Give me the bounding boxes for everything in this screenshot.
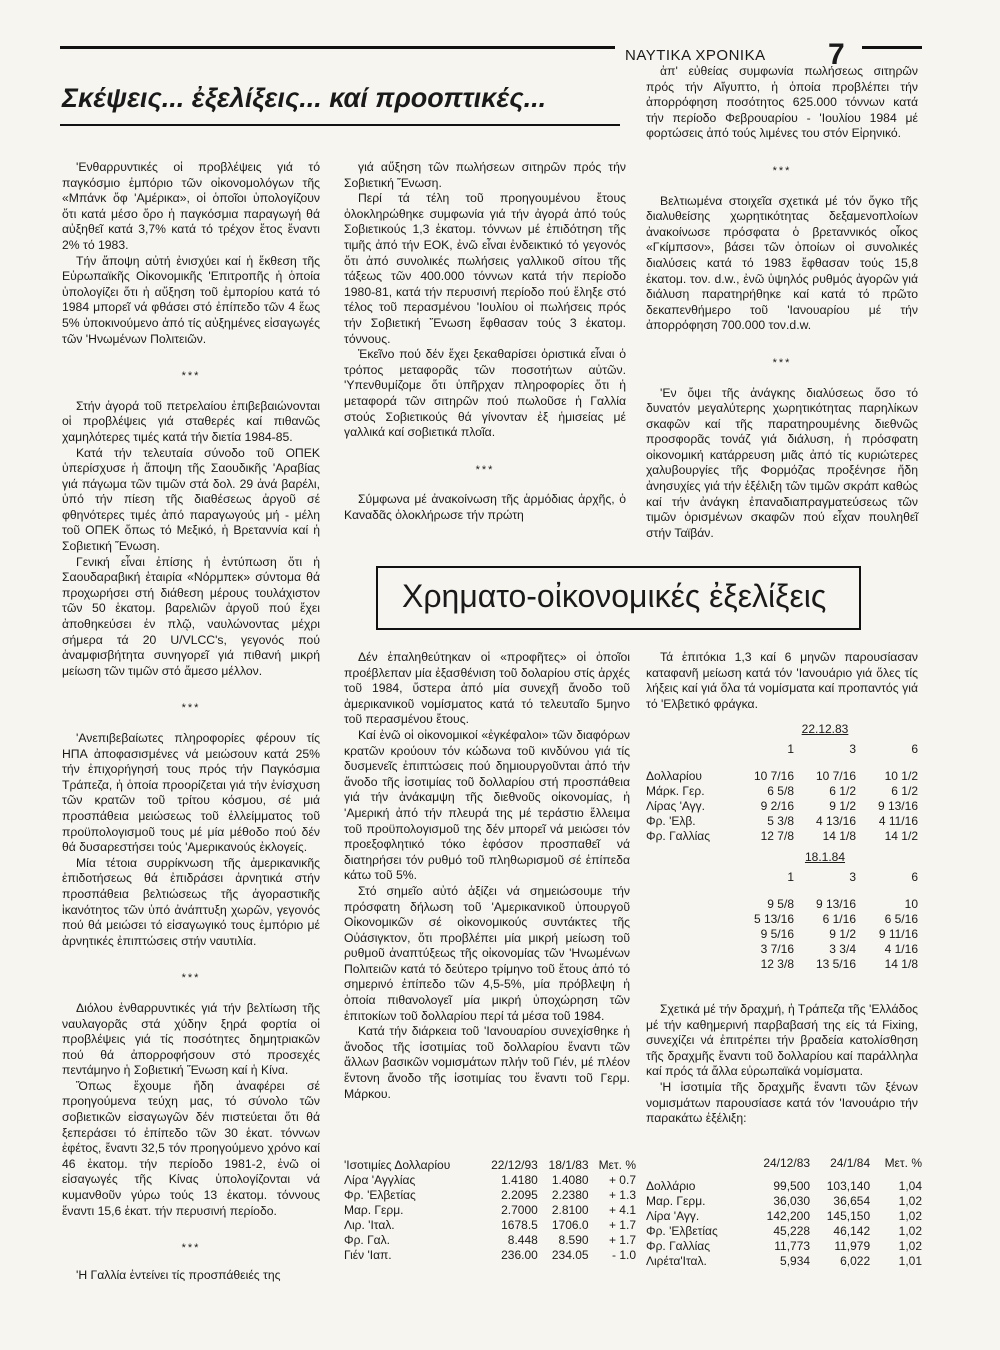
table-row xyxy=(646,784,918,799)
paragraph: Τά ἐπιτόκια 1,3 καί 6 μηνῶν παρουσίασαν καταφανῆ μείωση κατά τόν 'Ιανουάριο γιά ὅλες τίς λήξεις καί γιά ὅλα τά νομίσματα καί προπαντός γιά τό 'Ελβετικό φράγκα. xyxy=(646,650,918,711)
table-row xyxy=(646,799,918,814)
table-cell: 8.590 xyxy=(558,1233,589,1247)
table-cell: Λίρα 'Αγγλίας xyxy=(344,1173,416,1187)
rates-period: 6 xyxy=(911,741,918,756)
table-cell xyxy=(646,942,732,957)
table-cell: 2.8100 xyxy=(551,1203,589,1217)
table-cell: 3 3/4 xyxy=(829,942,856,956)
table-cell: 1678.5 xyxy=(501,1218,538,1232)
article1-col1-last xyxy=(62,1268,330,1284)
rates-currency: Δολλαρίου xyxy=(646,769,702,783)
table-spacer-cell xyxy=(646,1171,922,1179)
table-cell: + 1.7 xyxy=(608,1218,636,1232)
table-header-cell: 22/12/93 xyxy=(491,1158,538,1172)
table-cell: Μαρ. Γερμ. xyxy=(344,1203,404,1217)
table-cell: 12 7/8 xyxy=(760,829,794,843)
table-cell: 5 3/8 xyxy=(767,814,794,828)
paragraph: Σχετικά μέ τήν δραχμή, ἡ Τράπεζα τῆς 'Ελλάδος μέ τήν καθημερινή παρβαβασή της είς τά Fixing, συνεχίζει νά ἐπιτρέπει τήν βραδεία κατολίσθηση τῆς δραχμῆς ἔναντι τοῦ δολλαρίου καί παράλληλα καί πρός τά ἄλλα εὐρωπαϊκά νομίσματα. xyxy=(646,1002,918,1079)
table-cell xyxy=(646,957,732,972)
paragraph: Δέν ἐπαληθεύτηκαν οἱ «προφῆτες» οἱ ὁποῖοι προέβλεπαν μία ἐξασθένιση τοῦ δολαρίου στίς ἀρχές τοῦ 1984, ὕστερα ἀπό μία συνεχῆ ἄνοδο τοῦ ἀμερικανικοῦ νομίσματος κατά τό τελευταῖο 5μηνο τοῦ περασμένου ἔτους. xyxy=(344,650,630,727)
rates-date: 18.1.84 xyxy=(804,850,846,864)
paragraph: 'Η Γαλλία ἐντείνει τίς προσπάθειές της xyxy=(76,1268,281,1282)
table-cell: Φρ. 'Ελβετίας xyxy=(646,1224,718,1238)
paragraph: Τήν ἄποψη αὐτή ἐνισχύει καί ἡ ἔκθεση τῆς Εὐρωπαϊκῆς Οἰκονομικῆς 'Επιτροπῆς ἡ ὁποία ὑπολογίζει ὅτι ἡ αὔξηση τοῦ ἐμπορίου κατά τό 1984 μπορεῖ νά φθάσει στό ἐπίπεδο τῶν 4 ἕως 5% ὑποκινούμενο ἀπό τίς αὐξημένες εἰσαγωγές τῶν 'Ηνωμένων Πολιτειῶν. xyxy=(62,253,320,346)
table-cell: 36,030 xyxy=(773,1194,811,1208)
table-header-cell: 24/1/84 xyxy=(830,1156,871,1170)
article2-col3-intro xyxy=(646,650,918,712)
table-cell: 4 1/16 xyxy=(884,942,918,956)
table-cell: 10 xyxy=(904,897,918,911)
rates-period: 1 xyxy=(787,869,794,884)
section-separator: *** xyxy=(181,972,201,985)
table-cell: Φρ. Γαλ. xyxy=(344,1233,390,1247)
table-cell: 1,01 xyxy=(898,1254,922,1268)
table-cell: 145,150 xyxy=(826,1209,871,1223)
table-row xyxy=(344,1173,636,1188)
table-cell: 142,200 xyxy=(766,1209,811,1223)
table-cell: - 1.0 xyxy=(611,1248,636,1262)
table-cell: 36,654 xyxy=(833,1194,871,1208)
paragraph: ἀπ' εὐθείας συμφωνία πωλήσεως σιτηρῶν πρός τήν Αἴγυπτο, ἡ ὁποία προβλέπει τήν ἀπορρόφηση ποσότητος 625.000 τόννων κατά τήν περίοδο Φεβρουαρίου - 'Ιουλίου 1984 μέ φορτώσεις ἀπό τούς λιμένες του στόν Εἰρηνικό. xyxy=(646,64,918,141)
article1-title: Σκέψεις... ἐξελίξεις... καί προοπτικές... xyxy=(62,83,547,113)
table-row xyxy=(646,829,918,844)
table-cell: 5 13/16 xyxy=(753,912,794,926)
table-cell: 1,04 xyxy=(898,1179,922,1193)
section-separator: *** xyxy=(772,356,792,369)
rates-period-row xyxy=(646,737,918,761)
table-cell: 1.4080 xyxy=(551,1173,589,1187)
table-row xyxy=(646,897,918,912)
table-header-cell: Μετ. % xyxy=(884,1156,922,1170)
section-separator: *** xyxy=(181,370,201,383)
table-cell: 9 2/16 xyxy=(760,799,794,813)
table-cell: 13 5/16 xyxy=(815,957,856,971)
table-cell: 6 1/2 xyxy=(829,784,856,798)
rates-period-row xyxy=(646,865,918,889)
table-cell: Μαρ. Γερμ. xyxy=(646,1194,706,1208)
table-cell: 9 5/16 xyxy=(760,927,794,941)
table-row xyxy=(646,927,918,942)
table-row xyxy=(646,1224,922,1239)
table-cell: 9 11/16 xyxy=(878,927,918,941)
table-header-cell: 'Ισοτιμίες Δολλαρίου xyxy=(344,1158,451,1172)
table-cell: 1.4180 xyxy=(501,1173,538,1187)
table-cell: 45,228 xyxy=(773,1224,811,1238)
table-row xyxy=(646,1239,922,1254)
table-cell: 11,979 xyxy=(834,1239,871,1253)
table-cell: 9 13/16 xyxy=(815,897,856,911)
paragraph: Διόλου ἐνθαρρυντικές γιά τήν βελτίωση τῆς ναυλαγορᾶς στά χύδην ξηρά φορτία οἱ προβλέψεις γιά τίς ποσότητες δημητριακῶν πού θά ἀπορροφήσουν στό προσεχές πεντάμηνο ἡ Σοβιετική Ἕνωση καί ἡ Κίνα. xyxy=(62,1000,320,1078)
table-cell: 2.2380 xyxy=(551,1188,589,1202)
table-row xyxy=(646,769,918,784)
table-cell: Φρ. Γαλλίας xyxy=(646,1239,711,1253)
table-cell xyxy=(646,927,732,942)
paragraph: Κατά τήν διάρκεια τοῦ 'Ιανουαρίου συνεχίσθηκε ἡ ἄνοδος τῆς ἰσοτιμίας τοῦ δολλαρίου ἔναντι τῶν ἄλλων βασικῶν νομισμάτων πλήν τοῦ Γιέν, μέ πλέον ἔντονη ἄνοδο τῆς ἰσοτιμίας του ἔναντι τοῦ Γερμ. Μάρκου. xyxy=(344,1024,630,1101)
table-cell: 9 1/2 xyxy=(829,927,856,941)
table-cell: 14 1/8 xyxy=(884,957,918,971)
article2-title: Χρηματο-οἰκονομικές ἐξελίξεις xyxy=(402,578,827,614)
section-separator: *** xyxy=(181,702,201,715)
table-cell: 4 13/16 xyxy=(815,814,856,828)
table-cell: Δολλάριο xyxy=(646,1179,696,1193)
paragraph: Στήν ἀγορά τοῦ πετρελαίου ἐπιβεβαιώνονται οἱ προβλέψεις γιά σταθερές καί πιθανῶς χαμηλότερες τιμές κατά τήν διετία 1984-85. xyxy=(62,398,320,444)
table-cell: 14 1/8 xyxy=(822,829,856,843)
drachma-table xyxy=(646,1156,922,1269)
table-row xyxy=(646,957,918,972)
article1-title-underline xyxy=(60,124,620,126)
rates-date: 22.12.83 xyxy=(801,722,849,736)
article2-frame-bottom xyxy=(376,628,861,630)
table-cell: 236.00 xyxy=(501,1248,538,1262)
table-cell: 6,022 xyxy=(840,1254,871,1268)
table-cell: 11,773 xyxy=(774,1239,811,1253)
paragraph: γιά αὔξηση τῶν πωλήσεων σιτηρῶν πρός τήν Σοβιετική Ἕνωση. xyxy=(344,160,626,190)
paragraph: 'Η ἰσοτιμία τῆς δραχμῆς ἔναντι τῶν ξένων νομισμάτων παρουσίασε κατά τόν 'Ιανουάριο τήν παρακάτω ἐξέλιξη: xyxy=(646,1079,918,1126)
table-spacer-cell xyxy=(646,889,918,897)
paragraph: Στό σημεῖο αὐτό ἀξίζει νά σημειώσουμε τήν πρόσφατη δήλωση τοῦ 'Αμερικανικοῦ ὑπουργοῦ Οἰκονομικῶν σέ οἰκονομικούς συντάκτες τῆς Οὐάσιγκτον, ὅτι προβλέπει μία μικρή μείωση τοῦ ρυθμοῦ ἀναπτύξεως τῆς οἰκονομίας τῶν 'Ηνωμένων Πολιτειῶν κατά τό δεύτερο τρίμηνο τοῦ ἔτους ἀπό τό σημερινό ἐπίπεδο τῶν 4,5-5%, μία πρόβλεψη ἡ ὁποία πιθανολογεῖ μία μικρή ὑποχώρηση τῶν ἐπιτοκίων τοῦ δολλαρίου περί τά μέσα τοῦ 1984. xyxy=(344,883,630,1023)
article1-col2 xyxy=(344,160,626,523)
table-row xyxy=(646,1194,922,1209)
table-spacer-row xyxy=(646,889,918,897)
rates-currency: Λίρας 'Αγγ. xyxy=(646,799,705,813)
article2-col3-drachma xyxy=(646,1002,918,1127)
rates-currency: Φρ. 'Ελβ. xyxy=(646,814,696,828)
table-row xyxy=(344,1218,636,1233)
table-cell: 8.448 xyxy=(507,1233,538,1247)
table-cell: 2.7000 xyxy=(501,1203,538,1217)
table-spacer-row xyxy=(646,761,918,769)
table-cell: 9 5/8 xyxy=(767,897,794,911)
table-row xyxy=(646,942,918,957)
table-header-cell: Μετ. % xyxy=(598,1158,636,1172)
table-cell xyxy=(646,850,732,865)
table-cell: + 1.3 xyxy=(608,1188,636,1202)
paragraph: Βελτιωμένα στοιχεῖα σχετικά μέ τόν ὄγκο τῆς διαλυθείσης χωρητικότητας δεξαμενοπλοίων ἀνακοίνωσε πρόσφατα ὁ βρεταννικός οἶκος «Γκίμπσον», βάσει τῶν ὁποίων οἱ συνολικές διαλύσεις κατά τό 1983 ἔφθασαν τούς 15,8 ἑκατομ. τον. d.w., ἐνῶ ὑψηλός ρυθμός ἀγορῶν γιά διάλυση παρατηρήθηκε καί κατά τό πρῶτο δεκαπενθήμερο τοῦ 'Ιανουαρίου μέ τήν ἀπορρόφηση 700.000 τον.d.w. xyxy=(646,193,918,333)
article2-frame-top xyxy=(376,566,861,568)
paragraph: 'Ανεπιβεβαίωτες πληροφορίες φέρουν τίς ΗΠΑ ἀποφασισμένες νά μειώσουν κατά 25% τήν ἐπιχορήγησή τους πρός τήν Παγκόσμια Τράπεζα, ἡ ὁποία προορίζεται γιά τήν ἐνίσχυση τῶν κρατῶν τοῦ τρίτου κόσμου, σέ μιά προσπάθεια μειώσεως τοῦ ἐλλείμματος τοῦ προϋπολογισμοῦ τους μέ μία μέθοδο πού δέν θά δυσαρεστήσει τούς 'Αμερικανούς ἐκλογείς. xyxy=(62,731,320,855)
table-cell: 10 7/16 xyxy=(815,769,856,783)
table-cell: 10 1/2 xyxy=(884,769,918,783)
header-rule-left xyxy=(60,46,615,49)
paragraph: Περί τά τέλη τοῦ προηγουμένου ἔτους ὁλοκληρώθηκε συμφωνία γιά τήν ἀγορά ἀπό τούς Σοβιετικούς 1,3 ἑκατομ. τόννων μέ ἐπιδότηση τῆς τιμῆς ἀπό τήν ΕΟΚ, ἐνῶ εἶναι ἐνδεικτικό τό γεγονός ὅτι ἀπό συνολικές πωλήσεις γαλλικοῦ σίτου τῆς τάξεως τῶν 400.000 τόννων κατά τήν περίοδο 1980-81, κατά τήν περυσινή περίοδο πού ἔληξε στό τέλος τοῦ περασμένου 'Ιουλίου οἱ πωλήσεις πρός τήν Σοβιετική Ἕνωση ἔφθασαν τούς 3 ἑκατομ. τόννους. xyxy=(344,191,626,346)
table-cell xyxy=(646,897,732,912)
table-cell: 1706.0 xyxy=(551,1218,589,1232)
rates-period: 1 xyxy=(787,741,794,756)
table-cell: 6 1/2 xyxy=(891,784,918,798)
table-spacer-cell xyxy=(646,761,918,769)
article1-col3 xyxy=(646,64,918,541)
table-cell: + 1.7 xyxy=(608,1233,636,1247)
table-cell: 12 3/8 xyxy=(760,957,794,971)
paragraph: Σύμφωνα μέ ἀνακοίνωση τῆς ἁρμόδιας ἀρχῆς, ὁ Καναδᾶς ὁλοκλήρωσε τήν πρώτη xyxy=(344,492,626,522)
table-cell: Λιρέτα'Ιταλ. xyxy=(646,1254,707,1268)
paragraph: Μία τέτοια συρρίκνωση τῆς ἀμερικανικῆς ἐπιδοτήσεως θά ἐπιδράσει ἀρνητικά στήν προσπάθεια βελτιώσεως τῆς ἀγοραστικῆς ἱκανότητος τῶν ὑπό ἀνάπτυξη χωρῶν, γεγονός πού θά μειώσει τό εἰσαγωγικό τους ἐμπόριο μέ ἀρνητικές ἐπιπτώσεις στήν ναυτιλία. xyxy=(62,855,320,948)
rates-currency: Φρ. Γαλλίας xyxy=(646,829,711,843)
table-row xyxy=(344,1248,636,1263)
table-cell: 3 7/16 xyxy=(760,942,794,956)
table-row xyxy=(646,814,918,829)
article2-frame-right xyxy=(859,566,861,630)
table-header-cell: 18/1/83 xyxy=(548,1158,589,1172)
table-row xyxy=(344,1233,636,1248)
table-cell: 2.2095 xyxy=(501,1188,538,1202)
paragraph: 'Ενθαρρυντικές οἱ προβλέψεις γιά τό παγκόσμιο ἐμπόριο τῶν οἰκονομολόγων τῆς «Μπάνκ ὄφ 'Αμέρικα», οἱ ὁποῖοι ὑπολογίζουν ὅτι κατά μέσο ὅρο ἡ παγκόσμια παραγωγή θά αὐξηθεῖ κατά 3,7% κατά τό τρέχον ἔτος ἔναντι 2% τό 1983. xyxy=(62,160,320,252)
article2-col2 xyxy=(344,650,630,1102)
table-spacer-row xyxy=(646,1171,922,1179)
table-cell: 5,934 xyxy=(780,1254,811,1268)
section-separator: *** xyxy=(772,164,792,177)
exchange-rates-table xyxy=(344,1158,636,1263)
rates-period: 3 xyxy=(849,741,856,756)
rates-date-row xyxy=(646,850,918,865)
rates-period: 6 xyxy=(911,869,918,884)
table-cell: Λιρ. 'Ιταλ. xyxy=(344,1218,395,1232)
table-cell: Γιέν 'Ιαπ. xyxy=(344,1248,392,1262)
table-cell: 46,142 xyxy=(833,1224,871,1238)
rates-period: 3 xyxy=(849,869,856,884)
table-cell: 6 5/16 xyxy=(884,912,918,926)
table-cell: 6 1/16 xyxy=(822,912,856,926)
rates-date-row xyxy=(646,722,918,737)
table-cell: 1,02 xyxy=(898,1194,922,1208)
paragraph: Ἐκεῖνο πού δέν ἔχει ξεκαθαρίσει ὁριστικά εἶναι ὁ τρόπος μεταφορᾶς τῶν ποσοτήτων αὐτῶν. 'Υπενθυμίζομε ὅτι ὑπῆρχαν πληροφορίες ὅτι ἡ μεταφορά τῶν σιτηρῶν πού πωλοῦσε ἡ Γαλλία στούς Σοβιετικούς θά γίνονταν ἐξ ἡμισείας μέ γαλλικά καί σοβιετικά πλοῖα. xyxy=(344,347,626,440)
table-header-row xyxy=(344,1158,636,1173)
table-cell: 9 13/16 xyxy=(877,799,918,813)
table-row xyxy=(646,1179,922,1194)
table-cell xyxy=(646,722,732,737)
table-cell xyxy=(646,912,732,927)
table-row xyxy=(646,912,918,927)
header-rule-right xyxy=(862,46,922,49)
table-row xyxy=(344,1188,636,1203)
table-cell: + 0.7 xyxy=(608,1173,636,1187)
paragraph: Γενική εἶναι ἐπίσης ἡ ἐντύπωση ὅτι ἡ Σαουδαραβική ἑταιρία «Νόρμπεκ» σύντομα θά προχωρήσει στή διάθεση μέρους τουλάχιστον τῶν 50 ἑκατομ. βαρελιῶν ἀργοῦ πού ἔχει ἀποθηκεύσει ἐν πλῷ, ναυλώνοντας μέχρι σήμερα τά 20 U/VLCC's, γεγονός πού ἀναμφισβήτητα συνηγορεῖ γιά πιθανή μικρή μείωση τῶν τιμῶν στό ἄμεσο μέλλον. xyxy=(62,554,320,678)
paragraph: Καί ἐνῶ οἱ οἰκονομικοί «ἐγκέφαλοι» τῶν διαφόρων κρατῶν κρούουν τόν κώδωνα τοῦ κινδύνου γιά τίς δυσμενεῖς ἐπιπτώσεις πού δημιουργοῦνται ἀπό τήν ἄνοδο τῆς ἰσοτιμίας τοῦ δολλαρίου στή προσπάθεια γιά τήν ἀνάκαμψη τῆς διεθνοῦς οἰκονομίας, ἡ 'Αμερική ἀπό τήν πλευρά της μέ τεράστιο ἔλλειμα τοῦ προϋπολογισμοῦ της δέν μπορεῖ νά μειώσει τόν προεξοφλητικό τόκο ἐφόσον προσπαθεῖ νά διατηρήσει τόν ρυθμό τοῦ πληθωρισμοῦ σέ ἐπίπεδα κάτω τοῦ 5%. xyxy=(344,727,630,883)
interest-rates-table xyxy=(646,722,918,972)
rates-currency: Μάρκ. Γερ. xyxy=(646,784,705,798)
table-cell: Φρ. 'Ελβετίας xyxy=(344,1188,416,1202)
table-cell xyxy=(646,865,732,889)
table-cell: 1,02 xyxy=(898,1209,922,1223)
table-cell: 99,500 xyxy=(773,1179,811,1193)
paragraph: Κατά τήν τελευταία σύνοδο τοῦ ΟΠΕΚ ὑπερίσχυσε ἡ ἄποψη τῆς Σαουδικῆς 'Αραβίας γιά πάγωμα τῶν τιμῶν στά δολ. 29 ἀνά βαρέλι, ὑπό τήν πίεση τῆς διαθέσεως ἀργοῦ σέ φθηνότερες τιμές ἀπό παραγωγούς μή - μέλη τοῦ ΟΠΕΚ ὅπως τό Μεξικό, ἡ Βρεταννία καί ἡ Σοβιετική Ἕνωση. xyxy=(62,445,320,554)
table-header-row xyxy=(646,1156,922,1171)
magazine-name: ΝΑΥΤΙΚΑ ΧΡΟΝΙΚΑ xyxy=(625,47,766,64)
table-header-cell xyxy=(646,1156,745,1171)
page-number: 7 xyxy=(828,38,845,71)
article1-col1 xyxy=(62,160,320,1271)
table-cell: 1,02 xyxy=(898,1224,922,1238)
table-cell: 234.05 xyxy=(551,1248,589,1262)
table-cell: Λίρα 'Αγγ. xyxy=(646,1209,700,1223)
table-cell: 14 1/2 xyxy=(884,829,918,843)
table-row xyxy=(646,1209,922,1224)
table-cell: + 4.1 xyxy=(608,1203,636,1217)
table-cell: 6 5/8 xyxy=(767,784,794,798)
table-cell: 1,02 xyxy=(898,1239,922,1253)
table-cell: 9 1/2 xyxy=(829,799,856,813)
table-cell: 103,140 xyxy=(826,1179,871,1193)
table-header-cell: 24/12/83 xyxy=(763,1156,811,1170)
section-separator: *** xyxy=(181,1242,201,1255)
section-separator: *** xyxy=(475,463,495,476)
table-cell xyxy=(646,737,732,761)
paragraph: Ὅπως ἔχουμε ἤδη ἀναφέρει σέ προηγούμενα τεύχη μας, τό σύνολο τῶν σοβιετικῶν εἰσαγωγῶν δέν πιστεύεται ὅτι θά ξεπεράσει τό ἐπίπεδο τῶν 30 ἑκατ. τόννων ἐφέτος, ἔναντι 32,5 τόν προηγούμενο χρόνο καί 46 ἑκατομ. τήν περίοδο 1981-2, ἐνῶ οἱ εἰσαγωγές τῆς Κίνας ὑπολογίζονται νά κυμανθοῦν γύρω τούς 13 ἑκατομ. τόννους ἔναντι 15,6 ἑκατ. τήν περυσινή περίοδο. xyxy=(62,1078,320,1218)
table-cell: 4 11/16 xyxy=(878,814,918,828)
table-cell: 10 7/16 xyxy=(753,769,794,783)
paragraph: 'Εν ὄψει τῆς ἀνάγκης διαλύσεως ὅσο τό δυνατόν μεγαλύτερης χωρητικότητας παρηλίκων σκαφῶν καί τῆς παρατηρουμένης διεθνῶς προσφορᾶς τονάζ γιά διάλυση, ἡ πρόσφατη οἰκονομική κατάρρευση μιᾶς ἀπό τίς κυριώτερες χαλυβουργίες τῆς Φορμόζας προξένησε ἤδη ἀνησυχίες γιά τήν ἐξέλιξη τῶν τιμῶν σκράπ καθώς καί τήν ἀνάγκη ἐπαναδιαπραγματεύσεως τῶν τιμῶν ὁρισμένων σκαφῶν πού εἶχαν πουληθεῖ στήν Ταϊβάν. xyxy=(646,385,918,540)
article2-frame-left xyxy=(376,566,378,630)
table-row xyxy=(646,1254,922,1269)
table-row xyxy=(344,1203,636,1218)
